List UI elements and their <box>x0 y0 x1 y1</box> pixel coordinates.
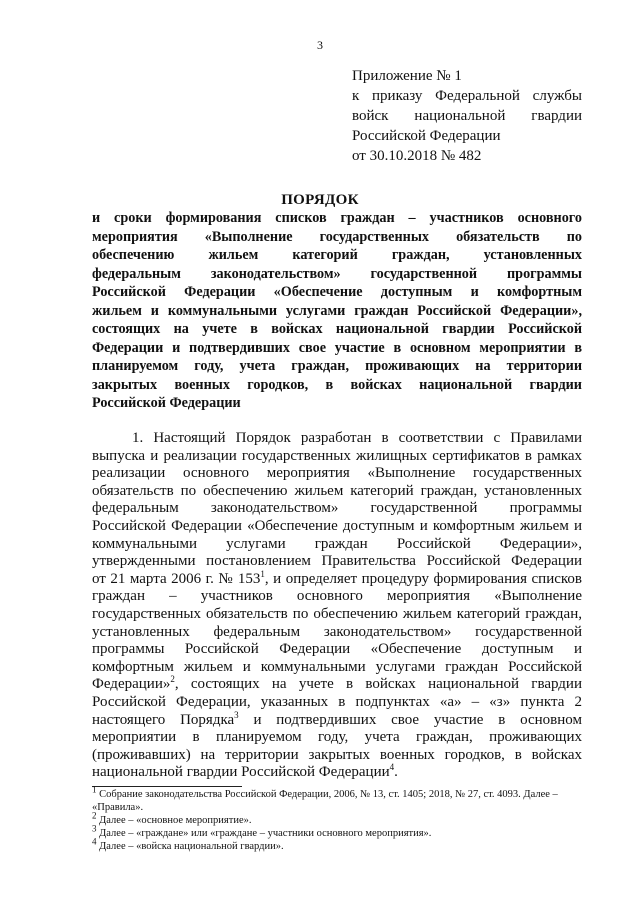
footnote-1 <box>92 784 582 801</box>
footnote-ref: 3 <box>234 709 239 720</box>
footnote-divider <box>92 786 242 787</box>
paragraph-1 <box>92 430 582 782</box>
subtitle-line: планируемом году, учета граждан, проживающих на территории <box>92 358 582 374</box>
body-line: граждан – участников основного мероприятия «Выполнение <box>92 588 582 605</box>
body-line: (проживавших) на территории закрытых военных городков, в войсках <box>92 746 582 763</box>
footnote-1-continued: «Правила». <box>92 802 144 813</box>
body-line: Российской Федерации, указанных в подпунктах «а» – «з» пункта 2 <box>92 693 582 710</box>
appendix-block <box>352 66 582 166</box>
body-text-segment: национальной гвардии Российской Федерации <box>92 764 390 781</box>
footnote-text: Далее – «войска национальной гвардии». <box>96 841 284 852</box>
body-text-segment: . <box>394 764 398 781</box>
subtitle-line: Федерации и подтвердивших свое участие в основном мероприятии в <box>92 339 582 356</box>
footnote-marker: 1 <box>92 784 97 795</box>
footnote-4 <box>92 836 582 853</box>
appendix-line: Приложение № 1 <box>352 68 462 84</box>
subtitle-line: обеспечению жильем категорий граждан, установленных <box>92 247 582 263</box>
body-line <box>92 764 582 782</box>
subtitle-line: и сроки формирования списков граждан – участников основного <box>92 210 582 226</box>
body-line: федеральным законодательством» государственной программы <box>92 500 582 517</box>
body-line: Российской Федерации «Обеспечение доступным и комфортным жильем и <box>92 517 582 534</box>
body-text-segment: Федерации» <box>92 676 171 693</box>
body-line: государственных обязательств по обеспечению жильем категорий граждан, <box>92 605 582 622</box>
footnote-text: Далее – «граждане» или «граждане – участники основного мероприятия». <box>96 828 432 839</box>
body-line <box>92 568 583 589</box>
footnote-text: Далее – «основное мероприятие». <box>96 815 252 826</box>
body-line <box>92 709 582 730</box>
body-text-segment: , и определяет процедуру формирования списков <box>264 570 583 587</box>
subtitle-line: федеральным законодательством» государственной программы <box>92 265 582 282</box>
body-text-segment: и подтвердивших свое участие в основном <box>238 711 582 728</box>
body-line: 1. Настоящий Порядок разработан в соответствии с Правилами <box>132 430 582 446</box>
appendix-line: к приказу Федеральной службы <box>352 88 582 104</box>
body-line: установленных федеральным законодательством» государственной <box>92 623 582 640</box>
subtitle-line: мероприятия «Выполнение государственных обязательств по <box>92 228 582 245</box>
subtitle-line: состоящих на учете в войсках национальной гвардии Российской <box>92 321 582 337</box>
footnote-marker: 3 <box>92 823 97 834</box>
appendix-line: Российской Федерации <box>352 128 501 144</box>
subtitle-line: Российской Федерации <box>92 395 241 411</box>
subtitle-line: закрытых военных городков, в войсках национальной гвардии <box>92 376 582 393</box>
body-text-segment: настоящего Порядка <box>92 711 235 728</box>
body-line: обязательств по обеспечению жильем категорий граждан, установленных <box>92 482 582 499</box>
body-line: выпуска и реализации государственных жилищных сертификатов в рамках <box>92 447 582 464</box>
footnotes <box>92 784 582 853</box>
appendix-line: войск национальной гвардии <box>352 108 582 124</box>
footnote-marker: 2 <box>92 810 97 821</box>
body-line <box>92 676 582 694</box>
footnote-marker: 4 <box>92 836 97 847</box>
body-line: коммунальными услугами граждан Российской Федерации», <box>92 535 582 552</box>
body-line: комфортным жильем и коммунальными услугами граждан Российской <box>92 658 582 675</box>
subtitle-line: Российской Федерации «Обеспечение доступным и комфортным <box>92 284 582 300</box>
body-line: программы Российской Федерации «Обеспечение доступным и <box>92 641 582 658</box>
footnote-ref: 1 <box>260 568 265 579</box>
footnote-ref: 2 <box>170 674 175 685</box>
subtitle-line: жильем и коммунальными услугами граждан Российской Федерации», <box>92 302 582 319</box>
body-line: мероприятии в планируемом году, учета граждан, проживающих <box>92 729 582 746</box>
footnote-2 <box>92 810 582 827</box>
footnote-ref: 4 <box>389 762 395 773</box>
document-title: ПОРЯДОК <box>281 192 359 208</box>
footnote-3 <box>92 823 582 840</box>
body-text-segment: от 21 марта 2006 г. № 153 <box>92 570 261 587</box>
body-line: утвержденными постановлением Правительства Российской Федерации <box>92 553 582 570</box>
page-number: 3 <box>317 38 323 52</box>
body-text-segment: , состоящих на учете в войсках национальной гвардии <box>174 676 582 693</box>
document-subtitle <box>92 209 582 413</box>
footnote-text: Собрание законодательства Российской Федерации, 2006, № 13, ст. 1405; 2018, № 27, ст. 4093. Далее – <box>96 789 558 800</box>
appendix-line: от 30.10.2018 № 482 <box>352 148 482 164</box>
body-line: реализации основного мероприятия «Выполнение государственных <box>92 465 582 482</box>
